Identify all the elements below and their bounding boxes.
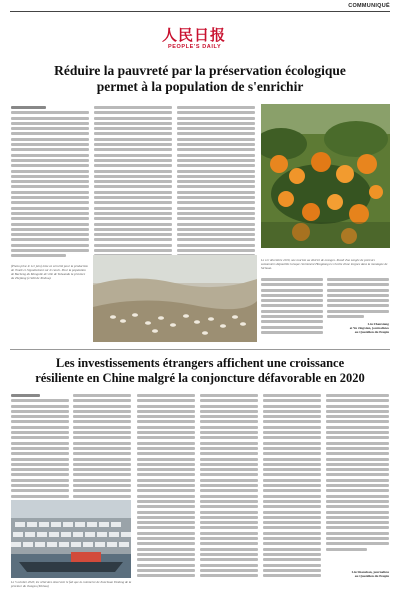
- article2-col3: [137, 394, 195, 579]
- vehicles-photo-caption: Le 5 octobre 2020, les véhicules observent le fait que la commerce de Zunchuan Tiedong de la province du Jiangsu (Xinhua): [11, 580, 132, 588]
- section-label: COMMUNIQUÉ: [348, 3, 390, 9]
- oranges-photo-caption: Le 1er décembre 2019, une touriste au district de oranges. Xiaoli Zoo sengée de porteurs saisonniers dépouillés lorsque récemment Hongkong Le récolte d'une lorgnes dans la montagne de Sichuan.: [261, 258, 388, 270]
- masthead-subtitle: PEOPLE'S DAILY: [168, 44, 222, 50]
- articles-divider: [10, 349, 390, 350]
- article1-col5: [327, 278, 389, 320]
- pasture-photo: [93, 255, 257, 342]
- article2-col5: [263, 394, 321, 579]
- oranges-photo: [261, 104, 390, 248]
- article2-title-line1: Les investissements étrangers affichent une croissance: [55, 356, 345, 370]
- article1-byline-1: Liu Zhenxiang: [367, 322, 389, 326]
- article2-byline: [326, 570, 389, 578]
- masthead-logo: 人民日报: [162, 26, 227, 44]
- article2-title-line2: résiliente en Chine malgré la conjoncture défavorable en 2020: [35, 371, 365, 385]
- vehicles-photo: [11, 500, 131, 578]
- article2-byline-1: Liu Shanshan, journaliste: [351, 570, 389, 574]
- article1-byline-2: et Yu Jingxian, journalistes: [349, 326, 389, 331]
- article1-col1: [11, 106, 89, 260]
- article1-byline-3: au Quotidien du Peuple: [354, 330, 389, 335]
- article2-col1: [11, 394, 69, 505]
- article1-col2: [94, 106, 172, 260]
- article2-col6: [326, 394, 389, 553]
- article1-col4: [261, 278, 323, 336]
- article1-title-line2: permet à la population de s'enrichir: [96, 79, 304, 94]
- article2-col2: [73, 394, 131, 505]
- article1-col3: [177, 106, 255, 260]
- article1-photo-caption: [261, 258, 389, 270]
- header-rule: [10, 11, 390, 12]
- pasture-photo-caption: (Photo prise le 1er juin) mise en sécurité pour la production de l'huile et l'égouttement sur le ranch. Pour la population de Bacheng du Mongolie de ville de Taiwandu la province du Zhejiang (crédit de Xinhua).: [11, 264, 88, 280]
- article2-col4: [200, 394, 258, 579]
- article1-title-line1: Réduire la pauvreté par la préservation écologique: [54, 63, 346, 78]
- article1-byline: [327, 322, 389, 335]
- article2-byline-2: au Quotidien du Peuple: [354, 574, 389, 579]
